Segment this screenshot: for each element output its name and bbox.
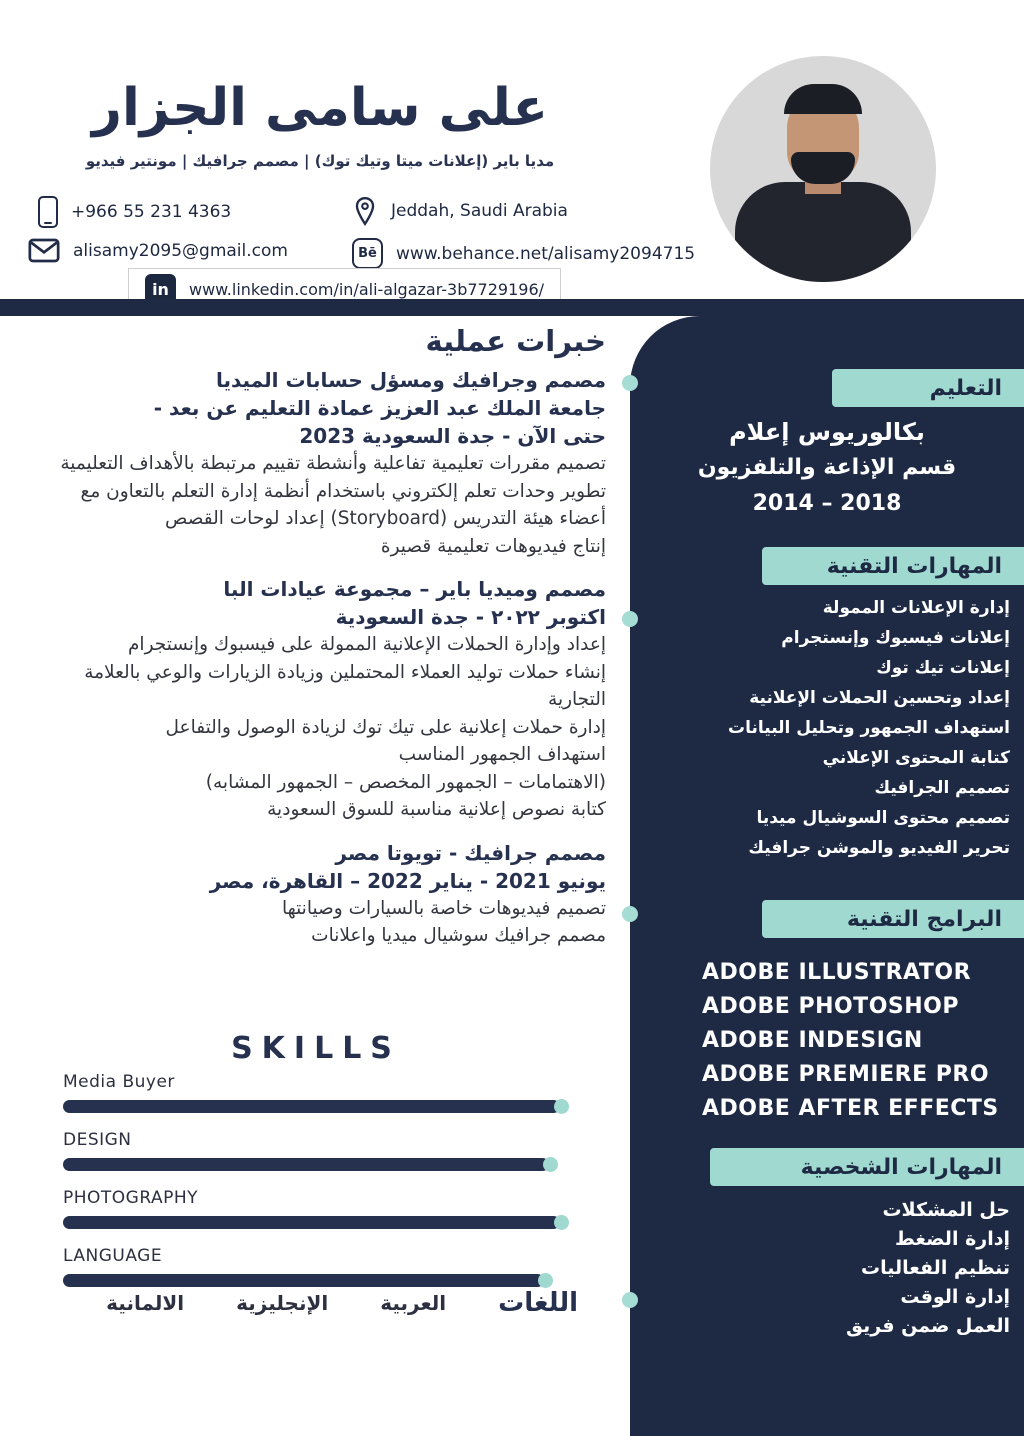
- skill-bar-fill: [63, 1274, 544, 1287]
- job-org: جامعة الملك عبد العزيز عمادة التعليم عن بعد -: [153, 396, 606, 420]
- language-item: الالمانية: [106, 1291, 185, 1315]
- skill-bar-fill: [63, 1216, 560, 1229]
- languages-row: [40, 1288, 606, 1318]
- language-item: الإنجليزية: [236, 1291, 329, 1315]
- skills-heading: SKILLS: [231, 1031, 401, 1066]
- linkedin-icon: in: [145, 274, 176, 305]
- job-role: مصمم جرافيك - تويوتا مصر: [335, 840, 606, 865]
- skill-row: [63, 1188, 575, 1230]
- job-entry: [40, 575, 606, 824]
- personal-skills-heading: المهارات الشخصية: [710, 1148, 1024, 1186]
- candidate-title: مديا باير (إعلانات ميتا وتيك توك) | مصمم جرافيك | مونتير فيديو: [85, 152, 555, 170]
- timeline-dot: [622, 611, 638, 627]
- email-contact: [28, 238, 288, 263]
- behance-contact: [352, 238, 695, 269]
- language-item: العربية: [380, 1291, 447, 1315]
- header-divider-bar: [0, 299, 1024, 316]
- email-icon: [28, 238, 60, 263]
- location-text: Jeddah, Saudi Arabia: [391, 201, 568, 221]
- linkedin-url: www.linkedin.com/in/ali-algazar-3b7729196/: [189, 280, 545, 299]
- job-point: مصمم جرافيك سوشيال ميديا واعلانات: [311, 925, 606, 946]
- skill-bar-fill: [63, 1100, 560, 1113]
- technical-skill-item: إعلانات فيسبوك وإنستجرام: [781, 628, 1010, 648]
- skill-bar-fill: [63, 1158, 549, 1171]
- personal-skill-item: إدارة الوقت: [900, 1286, 1010, 1308]
- job-point: استهداف الجمهور المناسب: [398, 744, 606, 765]
- job-point: إنشاء حملات توليد العملاء المحتملين وزيادة الزيارات والوعي بالعلامة التجارية: [84, 661, 606, 710]
- job-role: مصمم وجرافيك ومسؤل حسابات الميديا: [215, 368, 606, 392]
- job-point: إدارة حملات إعلانية على تيك توك لزيادة الوصول والتفاعل: [165, 716, 606, 738]
- technical-skill-item: إعلانات تيك توك: [876, 658, 1010, 678]
- phone-icon: [38, 196, 58, 228]
- software-item: ADOBE PHOTOSHOP: [702, 994, 959, 1019]
- skill-row: [63, 1072, 575, 1114]
- skill-row: [63, 1130, 575, 1172]
- job-entry: [40, 366, 606, 560]
- job-period: حتى الآن - جدة السعودية 2023: [299, 424, 606, 448]
- education-heading: التعليم: [832, 369, 1024, 407]
- software-item: ADOBE ILLUSTRATOR: [702, 960, 972, 985]
- technical-skill-item: تصميم الجرافيك: [874, 778, 1010, 798]
- job-point: تصميم مقررات تعليمية تفاعلية وأنشطة تقييم مرتبطة بالأهداف التعليمية: [60, 453, 606, 474]
- languages-heading: اللغات: [498, 1288, 578, 1318]
- software-item: ADOBE PREMIERE PRO: [702, 1062, 990, 1087]
- skill-bar: [63, 1215, 575, 1230]
- candidate-name: على سامى الجزار: [92, 78, 548, 138]
- behance-icon: Bē: [352, 238, 383, 269]
- skill-bar: [63, 1273, 575, 1288]
- job-entry: [40, 839, 606, 950]
- personal-skill-item: حل المشكلات: [882, 1199, 1010, 1221]
- experience-list: [40, 366, 606, 965]
- technical-skill-item: إدارة الإعلانات الممولة: [822, 598, 1010, 618]
- skill-level-dot: [538, 1273, 553, 1288]
- email-text: alisamy2095@gmail.com: [73, 240, 288, 261]
- skill-bar: [63, 1157, 575, 1172]
- job-point: كتابة نصوص إعلانية مناسبة للسوق السعودية: [267, 799, 606, 820]
- job-point: تطوير وحدات تعلم إلكتروني باستخدام أنظمة إدارة التعلم بالتعاون مع أعضاء هيئة التدريس (Storyboard) إعداد لوحات القصص: [80, 480, 606, 529]
- experience-heading: خبرات عملية: [425, 324, 606, 358]
- skill-level-dot: [554, 1099, 569, 1114]
- education-department: قسم الإذاعة والتلفزيون: [697, 455, 957, 480]
- job-period: اكتوبر ٢٠٢٢ - جدة السعودية: [335, 605, 606, 629]
- skill-label: PHOTOGRAPHY: [63, 1188, 199, 1208]
- job-point: (الاهتمامات – الجمهور المخصص – الجمهور المشابه): [205, 771, 606, 793]
- behance-url: www.behance.net/alisamy2094715: [396, 243, 696, 264]
- job-point: إعداد وإدارة الحملات الإعلانية الممولة على فيسبوك وإنستجرام: [127, 634, 606, 655]
- technical-skills-list: [726, 593, 1010, 863]
- skill-level-dot: [543, 1157, 558, 1172]
- sidebar-panel: [630, 316, 1024, 1436]
- education-block: [630, 414, 1024, 522]
- job-point: تصميم فيديوهات خاصة بالسيارات وصيانتها: [281, 897, 606, 919]
- skill-bar: [63, 1099, 575, 1114]
- technical-skill-item: استهداف الجمهور وتحليل البيانات: [728, 718, 1010, 738]
- software-heading: البرامج التقنية: [762, 900, 1024, 938]
- personal-skill-item: إدارة الضغط: [895, 1228, 1010, 1250]
- education-degree: بكالوريوس إعلام: [729, 418, 925, 446]
- personal-skills-list: [846, 1196, 1010, 1341]
- personal-skill-item: تنظيم الفعاليات: [861, 1257, 1010, 1279]
- skill-level-dot: [554, 1215, 569, 1230]
- skill-row: [63, 1246, 575, 1288]
- job-point: إنتاج فيديوهات تعليمية قصيرة: [380, 535, 606, 557]
- person-beard: [791, 152, 855, 184]
- location-pin-icon: [352, 196, 378, 226]
- technical-skill-item: كتابة المحتوى الإعلاني: [822, 748, 1010, 768]
- software-list: [702, 956, 999, 1126]
- skill-label: DESIGN: [63, 1130, 132, 1150]
- timeline-dot: [622, 375, 638, 391]
- timeline-dot: [622, 1292, 638, 1308]
- phone-number: +966 55 231 4363: [71, 202, 232, 222]
- person-hair: [784, 84, 862, 114]
- phone-contact: [38, 196, 231, 228]
- timeline-dot: [622, 906, 638, 922]
- personal-skill-item: العمل ضمن فريق: [845, 1315, 1010, 1337]
- software-item: ADOBE INDESIGN: [702, 1028, 923, 1053]
- technical-skill-item: إعداد وتحسين الحملات الإعلانية: [749, 688, 1010, 708]
- technical-skill-item: تصميم محتوى السوشيال ميديا: [756, 808, 1010, 828]
- skills-list: [63, 1072, 575, 1304]
- education-years: 2014 – 2018: [752, 491, 902, 516]
- skill-label: LANGUAGE: [63, 1246, 163, 1266]
- person-shirt: [735, 182, 911, 282]
- skill-label: Media Buyer: [63, 1072, 175, 1092]
- location-contact: [352, 196, 568, 226]
- technical-skill-item: تحرير الفيديو والموشن جرافيك: [748, 838, 1010, 858]
- software-item: ADOBE AFTER EFFECTS: [702, 1096, 999, 1121]
- job-period: يونيو 2021 - يناير 2022 – القاهرة، مصر: [209, 868, 606, 893]
- job-role: مصمم وميديا باير – مجموعة عيادات البا: [223, 577, 606, 601]
- technical-skills-heading: المهارات التقنية: [762, 547, 1024, 585]
- profile-photo: [710, 56, 936, 282]
